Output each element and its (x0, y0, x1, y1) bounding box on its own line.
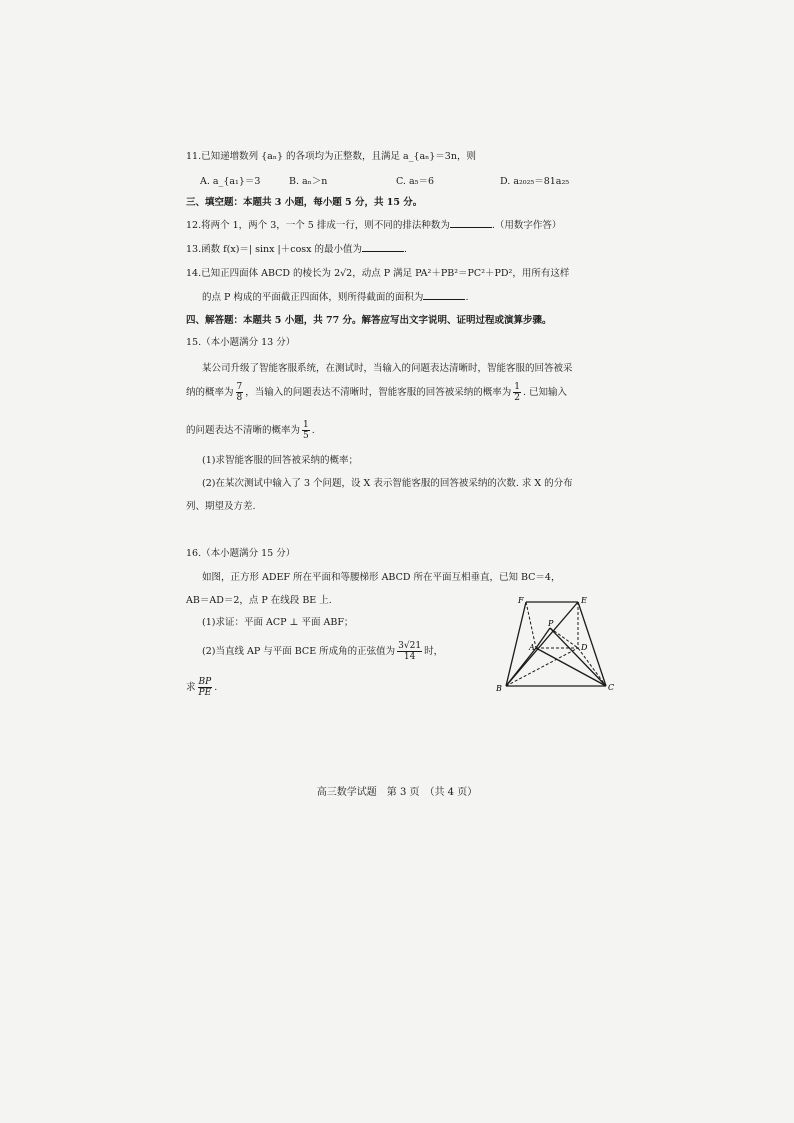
q16-paragraph-2: AB＝AD＝2，点 P 在线段 BE 上. (186, 595, 332, 606)
q16-paragraph-1: 如图，正方形 ADEF 所在平面和等腰梯形 ABCD 所在平面互相垂直，已知 BC＝4， (202, 572, 561, 583)
q16-ask-start: 求 (186, 682, 196, 693)
q15-p3-end: . (311, 425, 315, 436)
q16-ask-end: . (214, 682, 218, 693)
q15-p2-end: . 已知输入 (523, 387, 568, 398)
q15-paragraph-3 (186, 420, 315, 442)
q13-text: 13.函数 f(x)＝| sinx |＋cosx 的最小值为 (186, 244, 363, 255)
section-4-heading: 四、解答题：本题共 5 小题，共 77 分。解答应写出文字说明、证明过程或演算步骤。 (186, 315, 552, 326)
q11-option-d: D. a₂₀₂₅＝81a₂₅ (500, 176, 570, 187)
q14-line2 (202, 290, 468, 304)
q15-paragraph-1: 某公司升级了智能客服系统，在测试时，当输入的问题表达清晰时，智能客服的回答被采 (202, 363, 573, 374)
label-c: C (608, 683, 615, 692)
q15-paragraph-2 (186, 382, 567, 404)
edge-be (506, 602, 578, 686)
fraction-1-5: $\frac{1}{5}$ (303, 420, 309, 441)
q14-answer-blank (423, 290, 465, 300)
q15-subquestion-1: (1)求智能客服的回答被采纳的概率； (202, 455, 358, 466)
fraction-bp-pe: $\frac{BP}{PE}$ (198, 677, 212, 698)
q12-text: 12.将两个 1，两个 3，一个 5 排成一行，则不同的排法种数为 (186, 220, 450, 231)
q16-sub2-start: (2)当直线 AP 与平面 BCE 所成角的正弦值为 (202, 646, 396, 657)
label-b: B (496, 684, 502, 693)
label-d: D (581, 643, 588, 652)
q13 (186, 242, 407, 256)
q15-p2-start: 纳的概率为 (186, 387, 234, 398)
q16-ask (186, 676, 217, 700)
q11-stem: 11.已知递增数列 {aₙ} 的各项均为正整数，且满足 a_{aₙ}＝3n，则 (186, 151, 476, 162)
fraction-3root21-14: $\frac{3√21}{14}$ (398, 641, 422, 662)
q16-subquestion-1: (1)求证：平面 ACP ⊥ 平面 ABF； (202, 617, 354, 628)
q13-answer-blank (362, 242, 404, 252)
q14-tail: . (465, 292, 469, 303)
q15-subquestion-2-line2: 列、期望及方差. (186, 501, 256, 512)
edge-bd (506, 648, 578, 686)
q11-option-a: A. a_{a₁}＝3 (200, 176, 261, 187)
q16-header: 16.（本小题满分 15 分） (186, 548, 296, 559)
q15-subquestion-2-line1: (2)在某次测试中输入了 3 个问题，设 X 表示智能客服的回答被采纳的次数. 求 X 的分布 (202, 478, 573, 489)
edge-fa (526, 602, 536, 648)
edge-pd (550, 628, 578, 648)
section-3-heading: 三、填空题：本题共 3 小题，每小题 5 分，共 15 分。 (186, 197, 423, 208)
q11-option-c: C. a₅＝6 (396, 176, 434, 187)
page-footer: 高三数学试题 第 3 页 （共 4 页） (316, 787, 478, 798)
q15-p2-middle: ，当输入的问题表达不清晰时，智能客服的回答被采纳的概率为 (245, 387, 512, 398)
q16-sub2-end: 时， (424, 646, 444, 657)
edge-dc (578, 648, 606, 686)
q14-line1: 14.已知正四面体 ABCD 的棱长为 2√2，动点 P 满足 PA²＋PB²＝PC²＋PD²，用所有这样 (186, 268, 570, 279)
q12-answer-blank (450, 218, 492, 228)
q12 (186, 218, 561, 232)
fraction-7-8: $\frac{7}{8}$ (236, 382, 243, 403)
geometry-figure (490, 590, 620, 695)
q15-header: 15.（本小题满分 13 分） (186, 337, 296, 348)
label-a: A (529, 643, 535, 652)
q13-tail: . (404, 244, 408, 255)
label-e: E (581, 596, 587, 605)
q11-option-b: B. aₙ＞n (289, 176, 328, 187)
q12-tail: .（用数字作答） (491, 220, 562, 231)
edge-pc (550, 628, 606, 686)
fraction-1-2: $\frac{1}{2}$ (514, 382, 520, 403)
q16-subquestion-2 (202, 640, 443, 664)
label-p: P (548, 619, 554, 628)
label-f: F (518, 596, 524, 605)
q15-p3-start: 的问题表达不清晰的概率为 (186, 425, 301, 436)
q14-text: 的点 P 构成的平面截正四面体，则所得截面的面积为 (202, 292, 424, 303)
